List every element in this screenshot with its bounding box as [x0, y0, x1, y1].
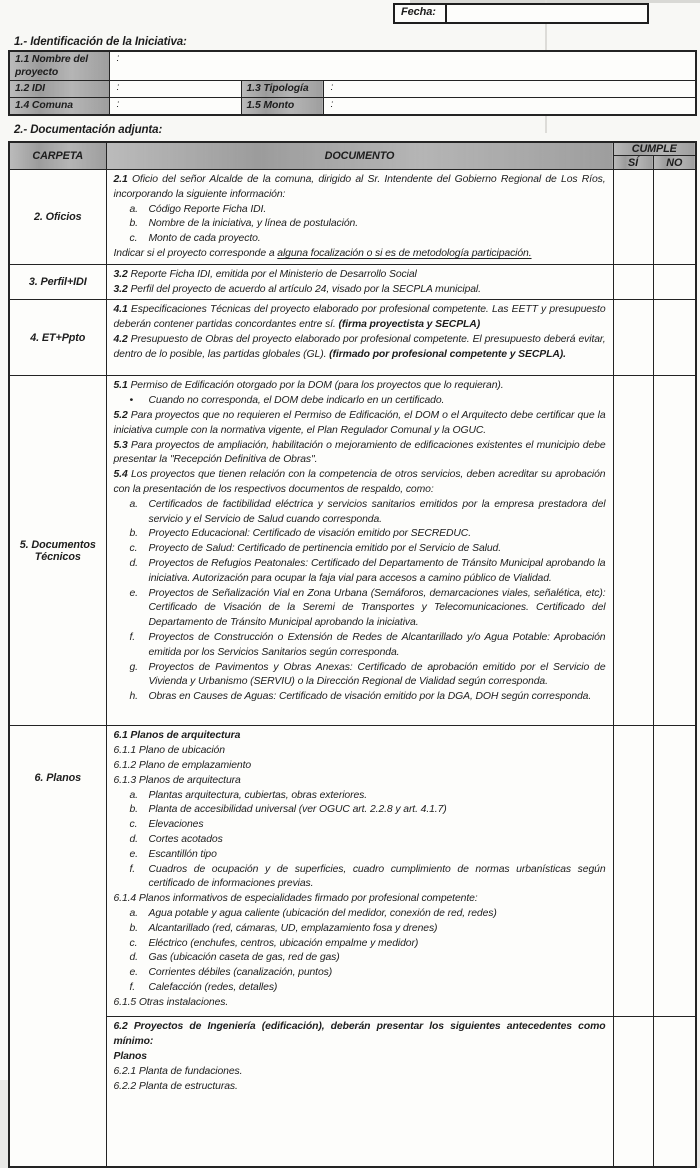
documento-cell	[106, 300, 613, 376]
text-segment: Perfil del proyecto de acuerdo al artículo 24, visado por la SECPLA municipal.	[130, 283, 481, 295]
list-marker: e.	[129, 848, 138, 860]
check-cell-no	[653, 300, 696, 376]
text-segment: Eléctrico (enchufes, centros, ubicación empalme y medidor)	[148, 937, 419, 949]
list-item	[114, 833, 606, 848]
list-text	[149, 557, 606, 587]
text-segment: Cuando no corresponda, el DOM debe indicarlo en un certificado.	[148, 395, 445, 407]
doc-paragraph	[114, 283, 606, 298]
list-item	[114, 951, 606, 966]
list-item	[114, 863, 606, 893]
doc-paragraph	[114, 744, 606, 759]
text-segment: Proyectos de Pavimentos y Obras Anexas: Certificado de aprobación emitido por el Servicio de Vivienda y Urbanismo (SERVIU) o la Dirección Regional de Vialidad según corresponda.	[148, 661, 606, 688]
list-item	[114, 922, 606, 937]
documentos-table	[8, 141, 697, 1168]
table-row	[9, 726, 696, 1017]
check-cell-si	[613, 376, 653, 726]
list-item	[114, 690, 606, 705]
check-cell-no	[653, 264, 696, 300]
field-label-nombre: 1.1 Nombre del proyecto	[9, 51, 109, 81]
list-item	[114, 966, 606, 981]
check-cell-si	[613, 264, 653, 300]
list-marker: b.	[129, 528, 138, 540]
list-text	[149, 981, 606, 996]
text-segment: 6.1.5 Otras instalaciones.	[113, 996, 229, 1008]
list-text	[149, 789, 606, 804]
section2-title: 2.- Documentación adjunta:	[14, 124, 163, 136]
carpeta-label: 4. ET+Ppto	[30, 331, 86, 344]
text-segment: 6.1.3 Planos de arquitectura	[113, 774, 241, 786]
text-segment: Los proyectos que tienen relación con la competencia de otros servicios, deben acreditar su aprobación con la presentación de los respectivos documentos de respaldo, como:	[113, 469, 606, 495]
list-marker: a.	[129, 789, 138, 801]
list-marker: d.	[129, 557, 138, 569]
doc-paragraph	[114, 1080, 606, 1095]
list-item	[114, 937, 606, 952]
list-text	[149, 527, 606, 542]
list-marker: d.	[129, 952, 138, 964]
text-segment: Especificaciones Técnicas del proyecto elaborado por profesional competente. Las EETT y presupuesto deberán contener partidas concordantes entre sí.	[113, 304, 606, 331]
text-segment: 6.1 Planos de arquitectura	[113, 730, 241, 742]
carpeta-cell	[9, 264, 106, 300]
list-item	[114, 789, 606, 804]
list-marker: c.	[129, 937, 138, 949]
check-cell-si	[613, 726, 653, 1017]
table-row	[9, 376, 696, 726]
list-text	[149, 587, 606, 631]
text-segment: 6.2.2 Planta de estructuras.	[113, 1080, 238, 1092]
list-item	[114, 203, 606, 218]
documento-cell	[106, 170, 613, 265]
text-segment: (firma proyectista y SECPLA)	[338, 319, 481, 331]
carpeta-cell	[9, 726, 106, 1167]
list-marker: a.	[129, 203, 138, 215]
check-cell-no	[653, 1017, 696, 1167]
text-segment: alguna focalización o si es de metodología participación.	[277, 247, 532, 259]
list-item	[114, 498, 606, 528]
list-marker: b.	[129, 922, 138, 934]
carpeta-cell	[9, 376, 106, 726]
text-segment: 6.1.2 Plano de emplazamiento	[113, 759, 252, 771]
text-segment: Calefacción (redes, detalles)	[148, 981, 278, 993]
text-segment: 4.1	[113, 304, 131, 316]
table-row	[9, 98, 696, 115]
list-text	[149, 833, 606, 848]
text-segment: Proyectos de Construcción o Extensión de Redes de Alcantarillado y/o Agua Potable: Aprobación emitida por los Servicios Sanitarios según corresponda.	[148, 631, 606, 658]
table-row	[9, 170, 696, 265]
list-item	[114, 631, 606, 661]
check-cell-si	[613, 1017, 653, 1167]
list-text	[149, 907, 606, 922]
doc-paragraph	[114, 303, 606, 333]
header-documento: DOCUMENTO	[106, 142, 613, 170]
list-text	[149, 966, 606, 981]
field-colon: :	[116, 82, 120, 93]
field-value-idi	[109, 81, 241, 98]
text-segment: Corrientes débiles (canalización, puntos)	[148, 967, 333, 979]
field-label-monto: 1.5 Monto	[241, 98, 323, 115]
text-segment: Indicar si el proyecto corresponde a	[113, 247, 278, 259]
doc-paragraph	[114, 247, 606, 262]
text-segment: Certificados de factibilidad eléctrica y servicios sanitarios emitidos por la empresa prestadora del servicio y el Servicio de Salud cuando corresponda.	[148, 498, 606, 525]
list-item	[114, 803, 606, 818]
text-segment: 3.2	[113, 283, 131, 295]
list-marker: f.	[129, 981, 136, 993]
field-value-tipologia	[323, 81, 696, 98]
list-marker: f.	[129, 631, 136, 643]
text-segment: 6.1.4 Planos informativos de especialidades firmado por profesional competente:	[113, 893, 478, 905]
list-text	[149, 203, 606, 218]
doc-paragraph	[114, 1050, 606, 1065]
text-segment: Obras en Causes de Aguas: Certificado de visación emitido por la DGA, DOH según corresponda.	[148, 691, 592, 703]
doc-paragraph	[114, 333, 606, 363]
text-segment: 6.2 Proyectos de Ingeniería (edificación), deberán presentar los siguientes antecedentes como mínimo:	[113, 1021, 606, 1048]
documento-cell	[106, 264, 613, 300]
text-segment: Proyecto de Salud: Certificado de pertinencia emitido por el Servicio de Salud.	[148, 543, 502, 555]
list-marker: h.	[129, 691, 138, 703]
check-cell-si	[613, 170, 653, 265]
list-marker: a.	[129, 498, 138, 510]
fecha-box	[393, 3, 649, 24]
list-text	[149, 498, 606, 528]
list-marker: c.	[129, 819, 138, 831]
check-cell-no	[653, 170, 696, 265]
documentos-table-body	[9, 170, 696, 1167]
field-colon: :	[330, 99, 334, 110]
list-marker: c.	[129, 233, 138, 245]
doc-paragraph	[114, 774, 606, 789]
text-segment: 5.4	[113, 469, 131, 481]
doc-paragraph	[114, 173, 606, 203]
table-row	[9, 51, 696, 81]
text-segment: 6.2.1 Planta de fundaciones.	[113, 1065, 243, 1077]
doc-paragraph	[114, 439, 606, 469]
text-segment: Gas (ubicación caseta de gas, red de gas)	[148, 952, 340, 964]
text-segment: Cuadros de ocupación y de superficies, cuadro cumplimiento de normas urbanísticas según certificado de informaciones previas.	[148, 863, 606, 890]
carpeta-label: 2. Oficios	[33, 210, 82, 223]
text-segment: 5.1	[113, 380, 131, 392]
table-row	[9, 300, 696, 376]
carpeta-label: 5. Documentos Técnicos	[19, 538, 96, 563]
table-row	[9, 264, 696, 300]
list-marker: b.	[129, 218, 138, 230]
list-text	[149, 232, 606, 247]
text-segment: Planta de accesibilidad universal (ver OGUC art. 2.2.8 y art. 4.1.7)	[148, 804, 447, 816]
doc-paragraph	[114, 1020, 606, 1050]
text-segment: Agua potable y agua caliente (ubicación del medidor, conexión de red, redes)	[148, 907, 497, 919]
list-text	[149, 631, 606, 661]
doc-paragraph	[114, 759, 606, 774]
doc-paragraph	[114, 468, 606, 498]
list-item	[114, 232, 606, 247]
list-marker: d.	[129, 833, 138, 845]
text-segment: Proyecto Educacional: Certificado de visación emitido por SECREDUC.	[148, 528, 471, 540]
list-marker: f.	[129, 863, 136, 875]
doc-paragraph	[114, 379, 606, 394]
list-text	[149, 848, 606, 863]
identificacion-table	[8, 50, 697, 116]
text-segment: Escantillón tipo	[148, 848, 217, 860]
list-marker: g.	[129, 661, 138, 673]
text-segment: Cortes acotados	[148, 833, 223, 845]
list-text	[149, 863, 606, 893]
documento-cell	[106, 726, 613, 1017]
list-marker: b.	[129, 804, 138, 816]
section1-title: 1.- Identificación de la Iniciativa:	[14, 36, 187, 48]
list-item	[114, 981, 606, 996]
fecha-value-field	[447, 5, 647, 22]
text-segment: 4.2	[113, 333, 131, 345]
list-item	[114, 527, 606, 542]
header-si: SÍ	[613, 156, 653, 170]
header-no: NO	[653, 156, 696, 170]
text-segment: 6.1.1 Plano de ubicación	[113, 745, 225, 757]
documento-cell	[106, 376, 613, 726]
field-colon: :	[330, 82, 334, 93]
list-item	[114, 557, 606, 587]
list-text	[149, 818, 606, 833]
list-item	[114, 542, 606, 557]
carpeta-cell	[9, 300, 106, 376]
carpeta-cell	[9, 170, 106, 265]
field-label-idi: 1.2 IDI	[9, 81, 109, 98]
check-cell-no	[653, 726, 696, 1017]
field-value-monto	[323, 98, 696, 115]
documento-cell	[106, 1017, 613, 1167]
field-label-comuna: 1.4 Comuna	[9, 98, 109, 115]
doc-paragraph	[114, 1065, 606, 1080]
text-segment: Planos	[113, 1050, 147, 1062]
list-marker: a.	[129, 907, 138, 919]
list-marker: e.	[129, 587, 138, 599]
carpeta-label: 3. Perfil+IDI	[28, 276, 87, 289]
fecha-label: Fecha:	[395, 5, 447, 22]
list-text	[149, 690, 606, 705]
doc-paragraph	[114, 996, 606, 1011]
list-text	[149, 951, 606, 966]
list-text	[149, 394, 606, 409]
field-label-tipologia: 1.3 Tipología	[241, 81, 323, 98]
text-segment: Alcantarillado (red, cámaras, UD, emplazamiento fosa y drenes)	[148, 922, 438, 934]
list-item	[114, 848, 606, 863]
header-cumple: CUMPLE	[613, 142, 696, 156]
field-colon: :	[116, 53, 120, 64]
text-segment: Presupuesto de Obras del proyecto elaborado por profesional competente. El presupuesto deberá evitar, dentro de lo posible, las partidas globales (GL).	[113, 333, 606, 360]
text-segment: Para proyectos que no requieren el Permiso de Edificación, el DOM o el Arquitecto debe certificar que la iniciativa cumple con la normativa vigente, el Plan Regulador Comunal y la OGUC.	[113, 409, 606, 436]
text-segment: 3.2	[113, 268, 131, 280]
field-value-nombre	[109, 51, 696, 81]
field-colon: :	[116, 99, 120, 110]
text-segment: Oficio del señor Alcalde de la comuna, dirigido al Sr. Intendente del Gobierno Regional de Los Ríos, incorporando la siguiente información:	[113, 174, 606, 200]
list-text	[149, 922, 606, 937]
text-segment: Proyectos de Señalización Vial en Zona Urbana (Semáforos, demarcaciones viales, señalética, etc): Certificado de Visación de la Seremi de Transportes y Telecomunicaciones. Certificado del Departamento de Tránsito Municipal aprobando la iniciativa.	[148, 587, 606, 629]
doc-paragraph	[114, 409, 606, 439]
list-item	[114, 907, 606, 922]
bullet-marker: •	[129, 395, 134, 407]
list-item	[114, 818, 606, 833]
text-segment: Permiso de Edificación otorgado por la DOM (para los proyectos que lo requieran).	[130, 380, 504, 392]
list-text	[149, 803, 606, 818]
text-segment: Plantas arquitectura, cubiertas, obras exteriores.	[148, 789, 368, 801]
text-segment: Monto de cada proyecto.	[148, 233, 261, 245]
bullet-item	[114, 394, 606, 409]
table-header-row	[9, 142, 696, 156]
check-cell-si	[613, 300, 653, 376]
doc-paragraph	[114, 729, 606, 744]
list-item	[114, 661, 606, 691]
doc-paragraph	[114, 892, 606, 907]
table-row	[9, 81, 696, 98]
text-segment: Para proyectos de ampliación, habilitación o mejoramiento de edificaciones existentes el municipio debe presentar la "Recepción Definitiva de Obras".	[113, 439, 606, 466]
check-cell-no	[653, 376, 696, 726]
list-item	[114, 587, 606, 631]
text-segment: Nombre de la iniciativa, y línea de postulación.	[148, 218, 358, 230]
carpeta-label: 6. Planos	[34, 772, 81, 785]
list-marker: e.	[129, 967, 138, 979]
text-segment: 5.2	[113, 409, 131, 421]
table-row	[9, 1017, 696, 1167]
text-segment: 5.3	[113, 439, 131, 451]
text-segment: Reporte Ficha IDI, emitida por el Ministerio de Desarrollo Social	[130, 268, 417, 280]
text-segment: 2.1	[113, 174, 132, 185]
header-carpeta: CARPETA	[9, 142, 106, 170]
list-marker: c.	[129, 543, 138, 555]
text-segment: Elevaciones	[148, 819, 204, 831]
text-segment: Proyectos de Refugios Peatonales: Certificado del Departamento de Tránsito Municipal aprobando la iniciativa. Autorización para ocupar la faja vial para accesos a camino público de Vialidad.	[148, 557, 606, 584]
list-text	[149, 937, 606, 952]
text-segment: Código Reporte Ficha IDI.	[148, 203, 267, 215]
field-value-comuna	[109, 98, 241, 115]
text-segment: (firmado por profesional competente y SECPLA).	[329, 348, 566, 360]
list-text	[149, 661, 606, 691]
list-text	[149, 217, 606, 232]
doc-paragraph	[114, 268, 606, 283]
list-item	[114, 217, 606, 232]
list-text	[149, 542, 606, 557]
